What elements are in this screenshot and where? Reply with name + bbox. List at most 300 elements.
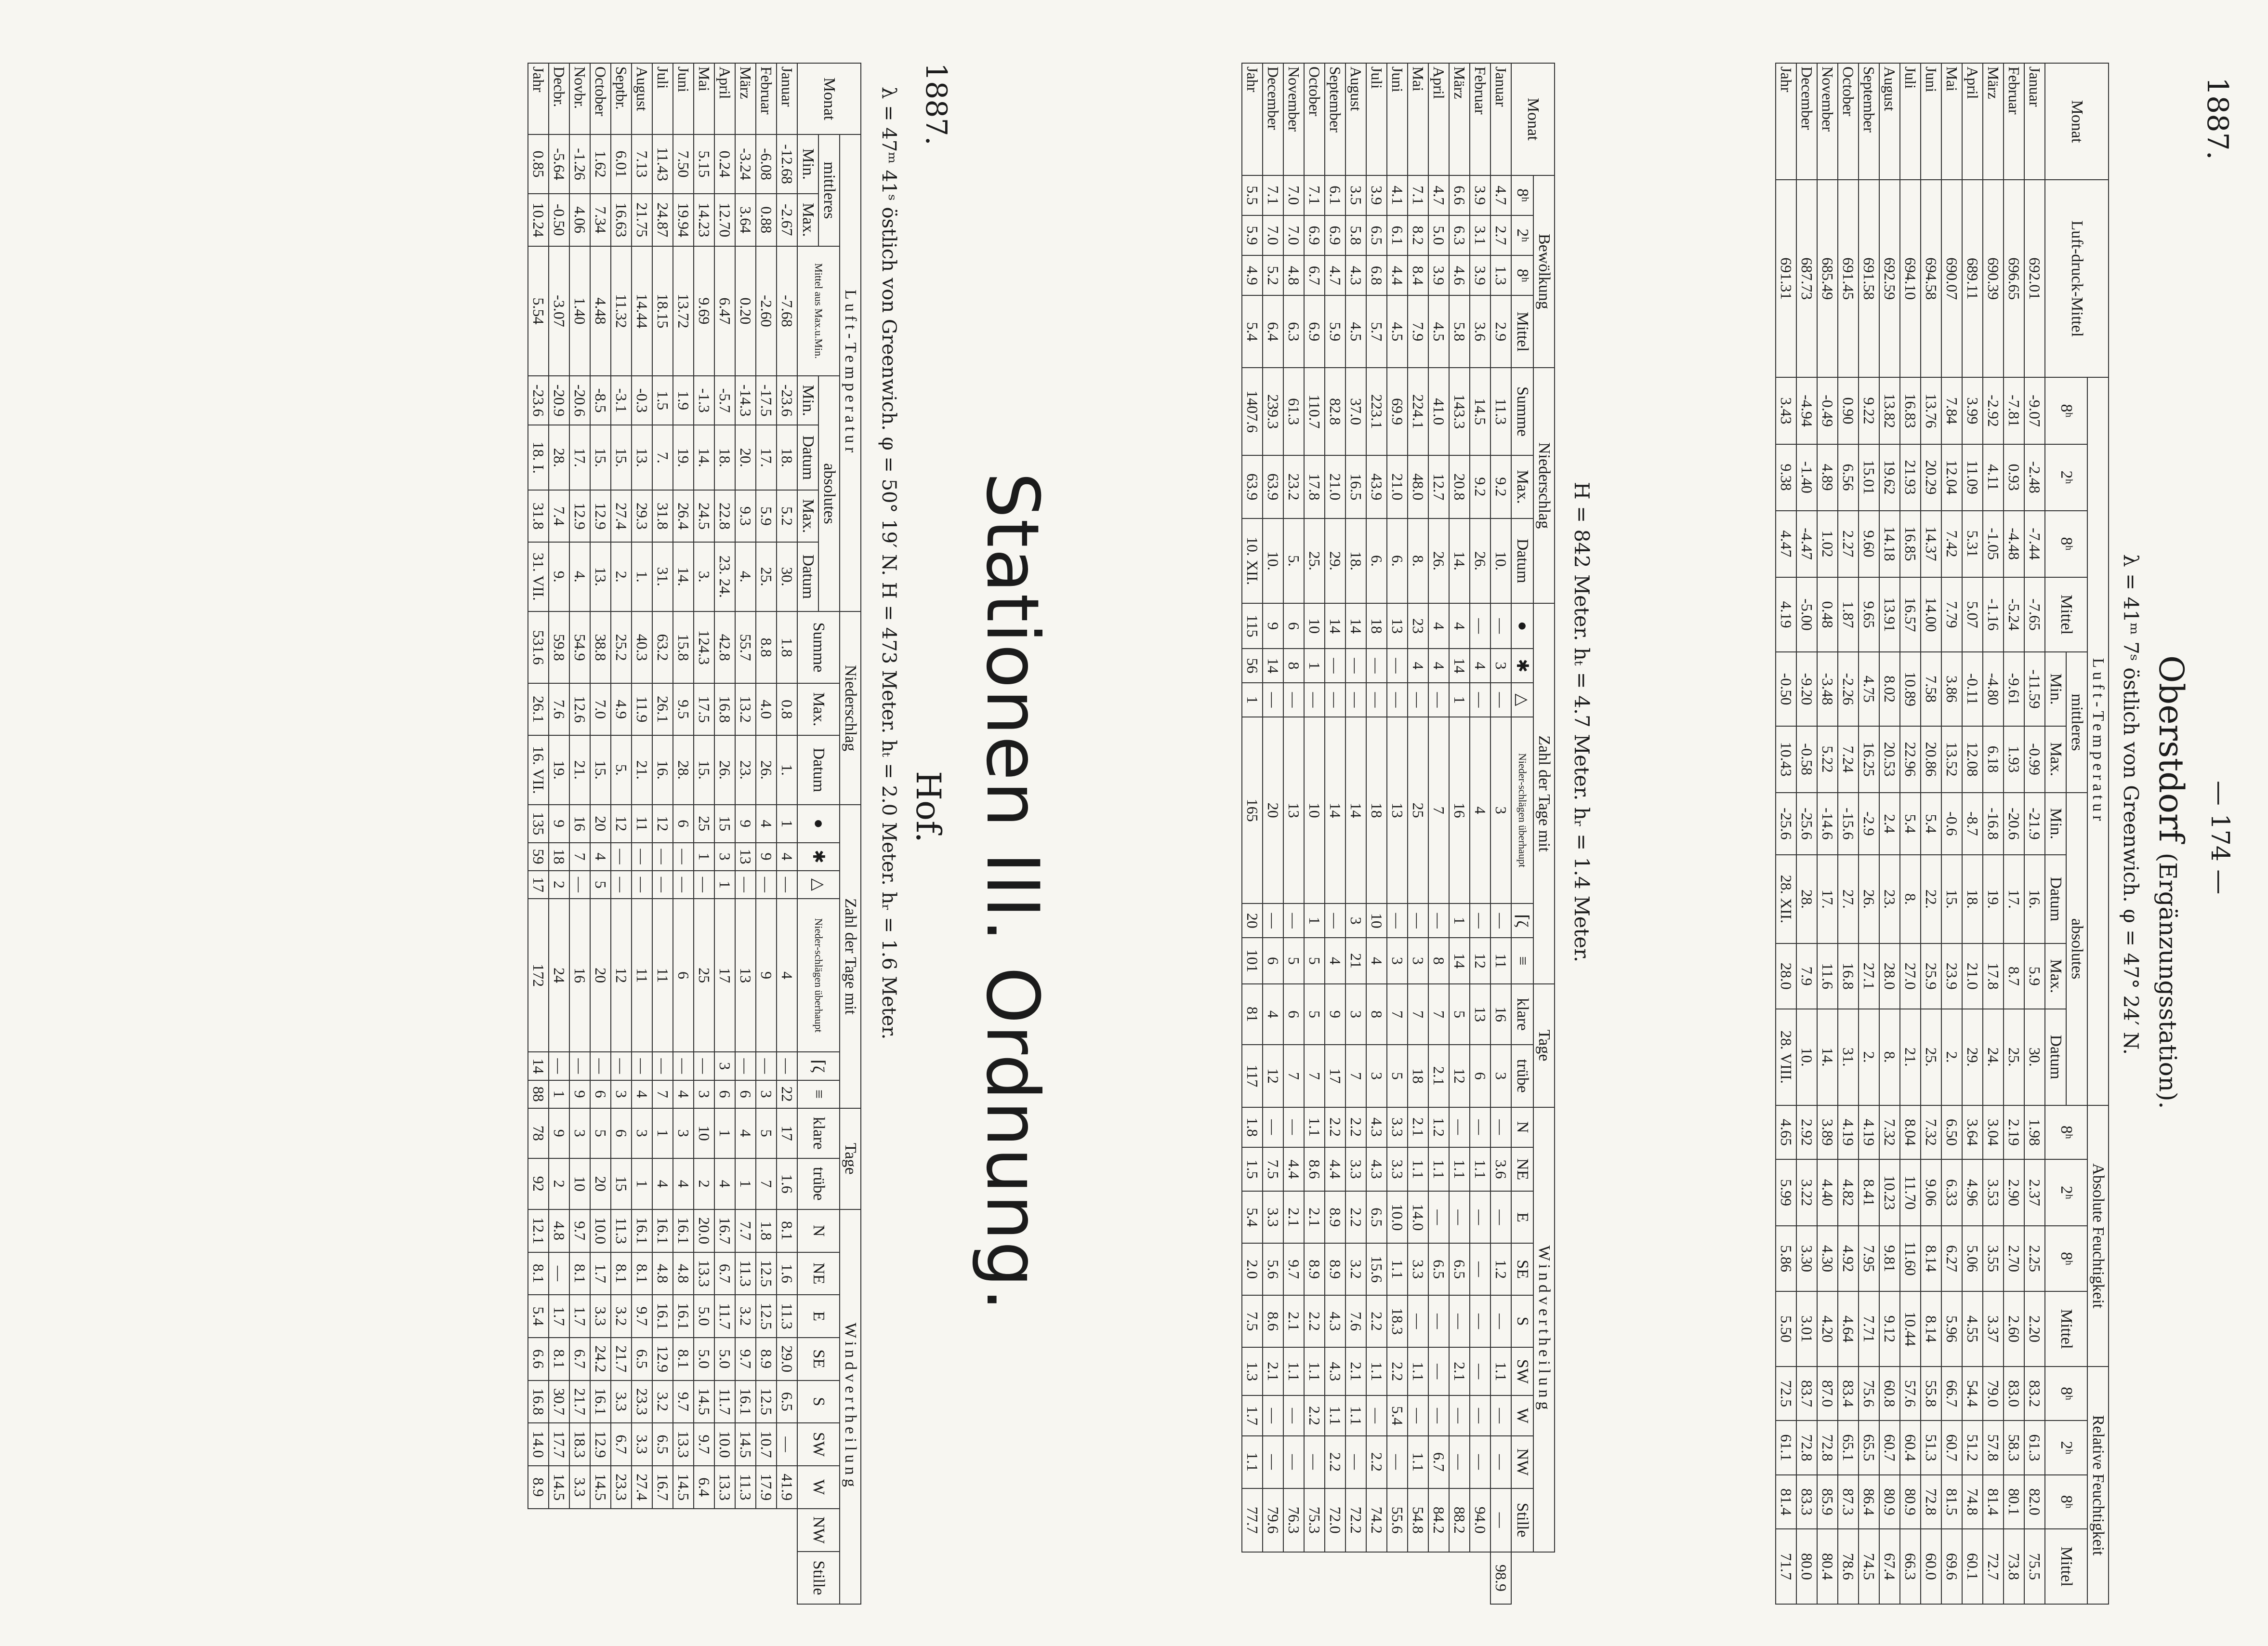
value-cell: 3.2 xyxy=(652,1381,673,1423)
value-cell: 5.6 xyxy=(1263,1243,1283,1295)
value-cell: — xyxy=(756,1052,777,1080)
value-cell: -1.05 xyxy=(1983,511,2004,577)
value-cell: — xyxy=(1449,1191,1470,1243)
value-cell: 26. xyxy=(1428,518,1449,603)
value-cell: 10. xyxy=(1263,518,1283,603)
value-cell: — xyxy=(632,843,652,871)
value-cell: 87.3 xyxy=(1838,1475,1859,1529)
value-cell: 28.0 xyxy=(1776,943,1796,1009)
value-cell: 4.3 xyxy=(1325,1347,1345,1395)
value-cell: 6 xyxy=(714,1080,735,1108)
value-cell: 4 xyxy=(1470,717,1490,903)
value-cell: 69.6 xyxy=(1941,1529,1962,1604)
value-cell: 5.22 xyxy=(1817,726,1838,793)
value-cell: 7.95 xyxy=(1859,1226,1879,1291)
value-cell: 13. xyxy=(590,542,611,611)
value-cell: 22.8 xyxy=(714,490,735,542)
value-cell: 14. xyxy=(1449,518,1470,603)
value-cell: — xyxy=(1470,1191,1490,1243)
value-cell: 7.13 xyxy=(632,134,652,193)
value-cell: 81.5 xyxy=(1941,1475,1962,1529)
value-cell: 7.4 xyxy=(549,490,569,542)
value-cell: 23.3 xyxy=(632,1381,652,1423)
value-cell: 28. xyxy=(673,735,694,805)
value-cell: 7 xyxy=(1304,1045,1325,1107)
value-cell: 8.1 xyxy=(528,1252,549,1295)
value-cell: — xyxy=(1470,1395,1490,1435)
value-cell: -9.07 xyxy=(2024,377,2045,444)
hof-col-a-max: Max. xyxy=(797,490,818,542)
value-cell: 87.0 xyxy=(1817,1367,1838,1420)
value-cell: 14 xyxy=(1449,938,1470,984)
value-cell: 4 xyxy=(1470,649,1490,683)
value-cell: 5.54 xyxy=(528,246,549,376)
value-cell: — xyxy=(1428,1191,1449,1243)
value-cell: 25 xyxy=(694,805,714,843)
value-cell: — xyxy=(1428,1295,1449,1347)
value-cell: — xyxy=(652,1052,673,1080)
value-cell: — xyxy=(1345,1436,1366,1488)
value-cell: 1.1 xyxy=(1449,1147,1470,1191)
value-cell: 8.4 xyxy=(1408,255,1428,295)
value-cell: 28. xyxy=(1796,855,1817,943)
col2-klare: klare xyxy=(1511,984,1533,1045)
value-cell: 17 xyxy=(777,1108,797,1158)
value-cell: — xyxy=(1366,683,1387,717)
value-cell: 15 xyxy=(714,805,735,843)
col2-zahl: Zahl der Tage mit xyxy=(1533,603,1555,984)
value-cell: 4.30 xyxy=(1817,1226,1838,1291)
value-cell: 6.4 xyxy=(694,1466,714,1509)
value-cell: — xyxy=(1470,1243,1490,1295)
value-cell: 23.3 xyxy=(611,1466,632,1509)
value-cell: 10.24 xyxy=(528,194,549,246)
value-cell: 12.04 xyxy=(1941,444,1962,511)
value-cell: — xyxy=(1325,683,1345,717)
value-cell: -3.07 xyxy=(549,246,569,376)
value-cell: 692.59 xyxy=(1879,180,1900,377)
value-cell: — xyxy=(1449,1395,1470,1435)
value-cell: 14. xyxy=(673,542,694,611)
value-cell: 66.3 xyxy=(1900,1529,1921,1604)
value-cell: 4.75 xyxy=(1859,652,1879,726)
value-cell: 10.43 xyxy=(1776,726,1796,793)
value-cell: 26. xyxy=(1470,518,1490,603)
month-cell: Septbr. xyxy=(611,63,632,134)
value-cell: -9.61 xyxy=(2004,652,2024,726)
value-cell: 10.23 xyxy=(1879,1159,1900,1226)
value-cell: 7 xyxy=(756,1158,777,1209)
value-cell: 14.44 xyxy=(632,246,652,376)
value-cell: 14.37 xyxy=(1921,511,1941,577)
value-cell: 92 xyxy=(528,1158,549,1209)
value-cell: 3.3 xyxy=(590,1295,611,1338)
value-cell: 4.92 xyxy=(1838,1226,1859,1291)
value-cell: 10 xyxy=(1304,603,1325,649)
value-cell: 101 xyxy=(1242,938,1263,984)
value-cell: 7.0 xyxy=(1263,215,1283,255)
value-cell: 4.9 xyxy=(611,683,632,735)
value-cell: 75.3 xyxy=(1304,1488,1325,1552)
value-cell: 3.3 xyxy=(569,1466,590,1509)
table-row xyxy=(1325,63,1345,1604)
value-cell: 75.6 xyxy=(1859,1367,1879,1420)
value-cell: 29.3 xyxy=(632,490,652,542)
hof-rows xyxy=(528,63,797,1604)
hof-dir-w: W xyxy=(797,1466,840,1509)
value-cell: 6 xyxy=(611,1108,632,1158)
value-cell: 8.1 xyxy=(611,1252,632,1295)
value-cell: -23.6 xyxy=(777,376,797,425)
value-cell: 20.53 xyxy=(1879,726,1900,793)
value-cell: 5.4 xyxy=(1242,1191,1263,1243)
value-cell: 9 xyxy=(735,805,756,843)
value-cell: 4.6 xyxy=(1449,255,1470,295)
value-cell: 7.0 xyxy=(590,683,611,735)
value-cell: 6.5 xyxy=(1428,1243,1449,1295)
value-cell: 1 xyxy=(1449,903,1470,938)
value-cell: 4 xyxy=(1263,984,1283,1045)
value-cell: 2.70 xyxy=(2004,1226,2024,1291)
value-cell: -7.44 xyxy=(2024,511,2045,577)
value-cell: 12.9 xyxy=(590,490,611,542)
value-cell: — xyxy=(1263,1436,1283,1488)
value-cell: 16.7 xyxy=(652,1466,673,1509)
value-cell: 1.40 xyxy=(569,246,590,376)
value-cell: 4.1 xyxy=(1387,175,1408,215)
value-cell: 13.52 xyxy=(1941,726,1962,793)
value-cell: — xyxy=(1283,1436,1304,1488)
value-cell: 25 xyxy=(694,899,714,1052)
value-cell: 4 xyxy=(714,1158,735,1209)
value-cell: 10.0 xyxy=(590,1209,611,1252)
value-cell: 20 xyxy=(590,899,611,1052)
value-cell: 1407.6 xyxy=(1242,368,1263,455)
value-cell: — xyxy=(735,871,756,899)
value-cell: 18. I. xyxy=(528,425,549,490)
value-cell: — xyxy=(1470,1436,1490,1488)
value-cell: 51.2 xyxy=(1962,1420,1983,1474)
value-cell: 9.69 xyxy=(694,246,714,376)
value-cell: 4.7 xyxy=(1490,175,1511,215)
value-cell: 2.25 xyxy=(2024,1226,2045,1291)
oberstdorf-table-precip xyxy=(1241,63,1555,1605)
value-cell: 8.9 xyxy=(1325,1191,1345,1243)
value-cell: 16 xyxy=(569,899,590,1052)
value-cell: 7.79 xyxy=(1941,577,1962,652)
value-cell: — xyxy=(549,1252,569,1295)
value-cell: — xyxy=(652,843,673,871)
value-cell: 21.0 xyxy=(1325,455,1345,518)
value-cell: 1. xyxy=(632,542,652,611)
value-cell: 18. xyxy=(1345,518,1366,603)
value-cell: 31.8 xyxy=(652,490,673,542)
value-cell: 17.9 xyxy=(756,1466,777,1509)
value-cell: — xyxy=(1387,903,1408,938)
value-cell: 41.0 xyxy=(1428,368,1449,455)
value-cell: 5.9 xyxy=(2024,943,2045,1009)
value-cell: 7.1 xyxy=(1408,175,1428,215)
value-cell: 17. xyxy=(756,425,777,490)
col2-dir-stille: Stille xyxy=(1511,1488,1533,1552)
value-cell: 4.5 xyxy=(1387,295,1408,368)
value-cell: 11.3 xyxy=(777,1295,797,1338)
value-cell: — xyxy=(652,871,673,899)
value-cell: 6.5 xyxy=(777,1381,797,1423)
value-cell: 65.1 xyxy=(1838,1420,1859,1474)
value-cell: 3.6 xyxy=(1490,1147,1511,1191)
value-cell: 2.7 xyxy=(1490,215,1511,255)
value-cell: 80.1 xyxy=(2004,1475,2024,1529)
value-cell: 1.8 xyxy=(777,611,797,683)
value-cell: 7.50 xyxy=(673,134,694,193)
value-cell: — xyxy=(1490,603,1511,649)
value-cell: 3.3 xyxy=(1387,1147,1408,1191)
value-cell: — xyxy=(611,871,632,899)
month-cell: Januar xyxy=(2024,63,2045,180)
value-cell: 6 xyxy=(1283,984,1304,1045)
value-cell: 21.0 xyxy=(1387,455,1408,518)
value-cell: 3.9 xyxy=(1428,255,1449,295)
value-cell: — xyxy=(569,871,590,899)
value-cell: 4.8 xyxy=(1283,255,1304,295)
month-cell: März xyxy=(1983,63,2004,180)
value-cell: 5.8 xyxy=(1449,295,1470,368)
value-cell: 59 xyxy=(528,843,549,871)
value-cell: 12.9 xyxy=(569,490,590,542)
value-cell: 5.8 xyxy=(1345,215,1366,255)
table-row xyxy=(1263,63,1283,1604)
value-cell: 21.75 xyxy=(632,194,652,246)
value-cell: 3 xyxy=(1366,1045,1387,1107)
section-title: Stationen III. Ordnung. xyxy=(970,472,1054,1312)
value-cell: 7.71 xyxy=(1859,1291,1879,1367)
value-cell: 9.5 xyxy=(673,683,694,735)
value-cell: -15.6 xyxy=(1838,793,1859,855)
value-cell: 10.44 xyxy=(1900,1291,1921,1367)
value-cell: 20.8 xyxy=(1449,455,1470,518)
hof-dir-stille: Stille xyxy=(797,1552,840,1604)
value-cell: 9 xyxy=(756,843,777,871)
value-cell: 14.5 xyxy=(735,1423,756,1466)
value-cell: — xyxy=(1470,1295,1490,1347)
table-row xyxy=(694,63,714,1604)
value-cell: 4 xyxy=(777,899,797,1052)
value-cell: 1.1 xyxy=(1366,1347,1387,1395)
value-cell: 7.1 xyxy=(1304,175,1325,215)
value-cell: 7.32 xyxy=(1879,1105,1900,1159)
value-cell: 14 xyxy=(1325,717,1345,903)
value-cell: 689.11 xyxy=(1962,180,1983,377)
month-cell: Jahr xyxy=(1776,63,1796,180)
value-cell: 8.41 xyxy=(1859,1159,1879,1226)
value-cell: 7 xyxy=(1408,984,1428,1045)
table-row xyxy=(1408,63,1428,1604)
value-cell: 80.9 xyxy=(1879,1475,1900,1529)
value-cell: 1.1 xyxy=(1408,1347,1428,1395)
value-cell: 41.9 xyxy=(777,1466,797,1509)
col-af-2h: 2ʰ xyxy=(2045,1159,2087,1226)
value-cell: 6.9 xyxy=(1325,215,1345,255)
value-cell: 4 xyxy=(673,1080,694,1108)
value-cell: 12.7 xyxy=(1428,455,1449,518)
month-cell: Januar xyxy=(1490,63,1511,175)
month-cell: Mai xyxy=(1408,63,1428,175)
value-cell: 8.02 xyxy=(1879,652,1900,726)
value-cell: -2.67 xyxy=(777,194,797,246)
value-cell: 48.0 xyxy=(1408,455,1428,518)
value-cell: 29. xyxy=(1962,1009,1983,1105)
value-cell: 12.5 xyxy=(756,1252,777,1295)
value-cell: 4 xyxy=(777,843,797,871)
table-row xyxy=(652,63,673,1604)
value-cell: 172 xyxy=(528,899,549,1052)
value-cell: 3 xyxy=(1345,903,1366,938)
value-cell: 7.6 xyxy=(1345,1295,1366,1347)
hof-dir-e: E xyxy=(797,1295,840,1338)
value-cell: 14 xyxy=(1449,649,1470,683)
table-row xyxy=(1283,63,1304,1604)
col2-dir-se: SE xyxy=(1511,1243,1533,1295)
value-cell: 11 xyxy=(652,899,673,1052)
value-cell: 3.9 xyxy=(1470,255,1490,295)
value-cell: 83.2 xyxy=(2024,1367,2045,1420)
hof-title: Hof. xyxy=(909,771,948,843)
col-abs-feucht: Absolute Feuchtigkeit xyxy=(2087,1105,2109,1367)
month-cell: October xyxy=(1304,63,1325,175)
value-cell: 14.5 xyxy=(590,1466,611,1509)
value-cell: 13. xyxy=(632,425,652,490)
value-cell: 5.9 xyxy=(1242,215,1263,255)
value-cell: 5.7 xyxy=(1366,295,1387,368)
value-cell: — xyxy=(1408,903,1428,938)
value-cell: — xyxy=(1428,903,1449,938)
value-cell: 10 xyxy=(1366,903,1387,938)
value-cell: 6.3 xyxy=(1449,215,1470,255)
value-cell: — xyxy=(1283,903,1304,938)
value-cell: 14.5 xyxy=(549,1466,569,1509)
value-cell: — xyxy=(1283,1395,1304,1435)
value-cell: — xyxy=(1387,649,1408,683)
value-cell: 23.2 xyxy=(1283,455,1304,518)
col2-wind: Windvertheilung xyxy=(1533,1107,1555,1552)
value-cell: 1.5 xyxy=(652,376,673,425)
month-cell: Februar xyxy=(756,63,777,134)
value-cell: 9. xyxy=(549,542,569,611)
value-cell: -3.48 xyxy=(1817,652,1838,726)
col2-dir-e: E xyxy=(1511,1191,1533,1243)
value-cell: 1.7 xyxy=(549,1295,569,1338)
value-cell: — xyxy=(1470,683,1490,717)
value-cell: 61.3 xyxy=(2024,1420,2045,1474)
value-cell: 3.3 xyxy=(1387,1107,1408,1147)
month-cell: Juni xyxy=(1387,63,1408,175)
value-cell: 6.9 xyxy=(1304,295,1325,368)
month-cell: September xyxy=(1859,63,1879,180)
value-cell: 3 xyxy=(632,1108,652,1158)
value-cell: 5.0 xyxy=(694,1338,714,1381)
month-cell: August xyxy=(1879,63,1900,180)
value-cell: 9.7 xyxy=(673,1381,694,1423)
value-cell: 8.6 xyxy=(1304,1147,1325,1191)
value-cell: 16.8 xyxy=(1838,943,1859,1009)
value-cell: 6.50 xyxy=(1941,1105,1962,1159)
value-cell: 13.3 xyxy=(673,1423,694,1466)
value-cell: 687.73 xyxy=(1796,180,1817,377)
value-cell: 14.00 xyxy=(1921,577,1941,652)
value-cell: -4.47 xyxy=(1796,511,1817,577)
value-cell: 8.1 xyxy=(673,1338,694,1381)
value-cell: — xyxy=(1283,683,1304,717)
hof-table xyxy=(527,63,861,1605)
value-cell: 4.7 xyxy=(1428,175,1449,215)
value-cell: 23. xyxy=(1879,855,1900,943)
value-cell: 1 xyxy=(1304,649,1325,683)
value-cell: 31. xyxy=(1838,1009,1859,1105)
value-cell: 4 xyxy=(590,843,611,871)
hof-col-monat: Monat xyxy=(797,63,861,134)
table-row xyxy=(1449,63,1470,1604)
value-cell: 3 xyxy=(673,1108,694,1158)
value-cell: 83.3 xyxy=(1796,1475,1817,1529)
value-cell: 11 xyxy=(1490,938,1511,984)
value-cell: 12 xyxy=(611,899,632,1052)
value-cell: — xyxy=(1490,1295,1511,1347)
value-cell: 1.8 xyxy=(1242,1107,1263,1147)
value-cell: 26. xyxy=(714,735,735,805)
value-cell: 8.1 xyxy=(569,1252,590,1295)
value-cell: 20.86 xyxy=(1921,726,1941,793)
value-cell: 8. xyxy=(1408,518,1428,603)
value-cell: — xyxy=(694,871,714,899)
value-cell: 4 xyxy=(1366,938,1387,984)
value-cell: 3.2 xyxy=(1345,1243,1366,1295)
value-cell: 15. xyxy=(590,735,611,805)
year-label-hof: 1887. xyxy=(919,63,953,146)
table-row xyxy=(611,63,632,1604)
value-cell: — xyxy=(632,1052,652,1080)
table-row xyxy=(1387,63,1408,1604)
value-cell: 1.2 xyxy=(1428,1107,1449,1147)
value-cell: 74.5 xyxy=(1859,1529,1879,1604)
value-cell: 6.01 xyxy=(611,134,632,193)
value-cell: 0.24 xyxy=(714,134,735,193)
value-cell: 63.9 xyxy=(1263,455,1283,518)
value-cell: — xyxy=(777,1423,797,1466)
value-cell: 1.7 xyxy=(1242,1395,1263,1435)
value-cell: 18. xyxy=(1962,855,1983,943)
month-cell: April xyxy=(714,63,735,134)
value-cell: 9.81 xyxy=(1879,1226,1900,1291)
month-cell: November xyxy=(1817,63,1838,180)
value-cell: 18. xyxy=(777,425,797,490)
value-cell: 18. xyxy=(714,425,735,490)
value-cell: 12 xyxy=(652,805,673,843)
value-cell: 26.4 xyxy=(673,490,694,542)
hof-col-a-datum: Datum xyxy=(797,425,818,490)
value-cell: 18 xyxy=(1366,603,1387,649)
hof-fog-icon: ≡ xyxy=(797,1080,840,1108)
value-cell: 57.8 xyxy=(1983,1420,2004,1474)
value-cell: -20.9 xyxy=(549,376,569,425)
value-cell: — xyxy=(1408,1395,1428,1435)
value-cell: 85.9 xyxy=(1817,1475,1838,1529)
col2-dir-w: W xyxy=(1511,1395,1533,1435)
value-cell: -8.5 xyxy=(590,376,611,425)
value-cell: 1.62 xyxy=(590,134,611,193)
hof-coords: λ = 47ᵐ 41ˢ östlich von Greenwich. φ = 50° 19′ N. H = 473 Meter. hₜ = 2.0 Meter. hᵣ = 1.6 Meter. xyxy=(878,87,900,1040)
hof-dir-ne: NE xyxy=(797,1252,840,1295)
